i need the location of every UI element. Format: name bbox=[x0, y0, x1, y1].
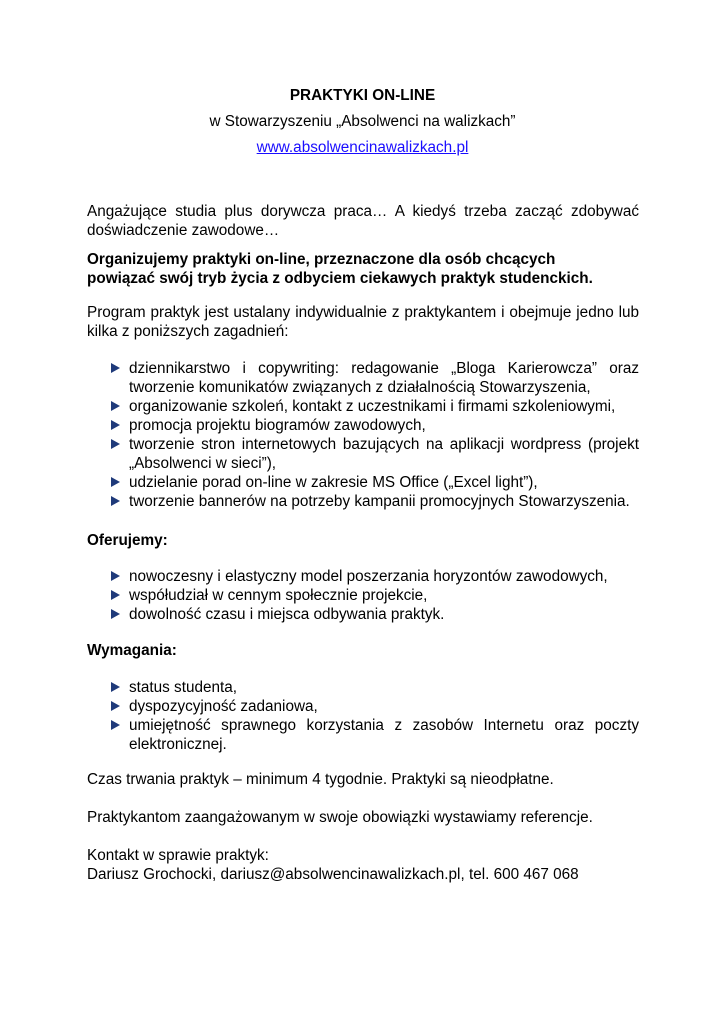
list-item bbox=[87, 359, 639, 397]
triangle-bullet-icon bbox=[111, 439, 120, 449]
requirements-heading: Wymagania: bbox=[87, 642, 177, 659]
list-item-text: dowolność czasu i miejsca odbywania praktyk. bbox=[129, 606, 445, 623]
list-item bbox=[87, 416, 639, 435]
page-title: PRAKTYKI ON-LINE bbox=[289, 87, 436, 104]
contact-details: Dariusz Grochocki, dariusz@absolwencinawalizkach.pl, tel. 600 467 068 bbox=[87, 866, 579, 883]
program-intro-paragraph: Program praktyk jest ustalany indywidualnie z praktykantem i obejmuje jedno lub kilka z poniższych zagadnień: bbox=[87, 304, 639, 340]
document-header bbox=[0, 86, 725, 157]
list-item-text: tworzenie stron internetowych bazujących na aplikacji wordpress (projekt „Absolwenci w sieci”), bbox=[129, 436, 639, 472]
page-subtitle: w Stowarzyszeniu „Absolwenci na walizkach” bbox=[209, 113, 516, 130]
list-item-text: dziennikarstwo i copywriting: redagowanie „Bloga Karierowcza” oraz tworzenie komunikatów związanych z działalnością Stowarzyszenia, bbox=[129, 360, 639, 396]
list-item-text: organizowanie szkoleń, kontakt z uczestnikami i firmami szkoleniowymi, bbox=[129, 398, 616, 415]
list-item bbox=[87, 492, 639, 511]
bold-intro-paragraph: Organizujemy praktyki on-line, przeznaczone dla osób chcących powiązać swój tryb życia z odbyciem ciekawych praktyk studenckich. bbox=[87, 251, 593, 287]
list-item bbox=[87, 473, 639, 492]
list-item bbox=[87, 716, 639, 754]
list-item-text: nowoczesny i elastyczny model poszerzania horyzontów zawodowych, bbox=[129, 568, 608, 585]
triangle-bullet-icon bbox=[111, 609, 120, 619]
triangle-bullet-icon bbox=[111, 590, 120, 600]
list-item bbox=[87, 586, 639, 605]
offer-heading: Oferujemy: bbox=[87, 532, 168, 549]
list-item-text: udzielanie porad on-line w zakresie MS Office („Excel light”), bbox=[129, 474, 538, 491]
list-item bbox=[87, 567, 639, 586]
triangle-bullet-icon bbox=[111, 401, 120, 411]
triangle-bullet-icon bbox=[111, 682, 120, 692]
requirements-list bbox=[87, 678, 639, 754]
triangle-bullet-icon bbox=[111, 420, 120, 430]
contact-label: Kontakt w sprawie praktyk: bbox=[87, 847, 269, 864]
triangle-bullet-icon bbox=[111, 701, 120, 711]
website-link[interactable]: www.absolwencinawalizkach.pl bbox=[256, 139, 469, 156]
list-item-text: dyspozycyjność zadaniowa, bbox=[129, 698, 318, 715]
triangle-bullet-icon bbox=[111, 477, 120, 487]
list-item-text: status studenta, bbox=[129, 679, 237, 696]
list-item-text: promocja projektu biogramów zawodowych, bbox=[129, 417, 426, 434]
topics-list bbox=[87, 359, 639, 511]
triangle-bullet-icon bbox=[111, 496, 120, 506]
duration-paragraph: Czas trwania praktyk – minimum 4 tygodnie. Praktyki są nieodpłatne. bbox=[87, 771, 554, 788]
list-item-text: umiejętność sprawnego korzystania z zasobów Internetu oraz poczty elektronicznej. bbox=[129, 717, 639, 753]
list-item bbox=[87, 697, 639, 716]
list-item bbox=[87, 605, 639, 624]
triangle-bullet-icon bbox=[111, 571, 120, 581]
triangle-bullet-icon bbox=[111, 720, 120, 730]
list-item bbox=[87, 678, 639, 697]
list-item bbox=[87, 435, 639, 473]
references-paragraph: Praktykantom zaangażowanym w swoje obowiązki wystawiamy referencje. bbox=[87, 809, 593, 826]
intro-paragraph: Angażujące studia plus dorywcza praca… A kiedyś trzeba zacząć zdobywać doświadczenie zawodowe… bbox=[87, 203, 639, 239]
list-item-text: współudział w cennym społecznie projekcie, bbox=[129, 587, 428, 604]
offer-list bbox=[87, 567, 639, 624]
list-item-text: tworzenie bannerów na potrzeby kampanii promocyjnych Stowarzyszenia. bbox=[129, 493, 630, 510]
triangle-bullet-icon bbox=[111, 363, 120, 373]
list-item bbox=[87, 397, 639, 416]
